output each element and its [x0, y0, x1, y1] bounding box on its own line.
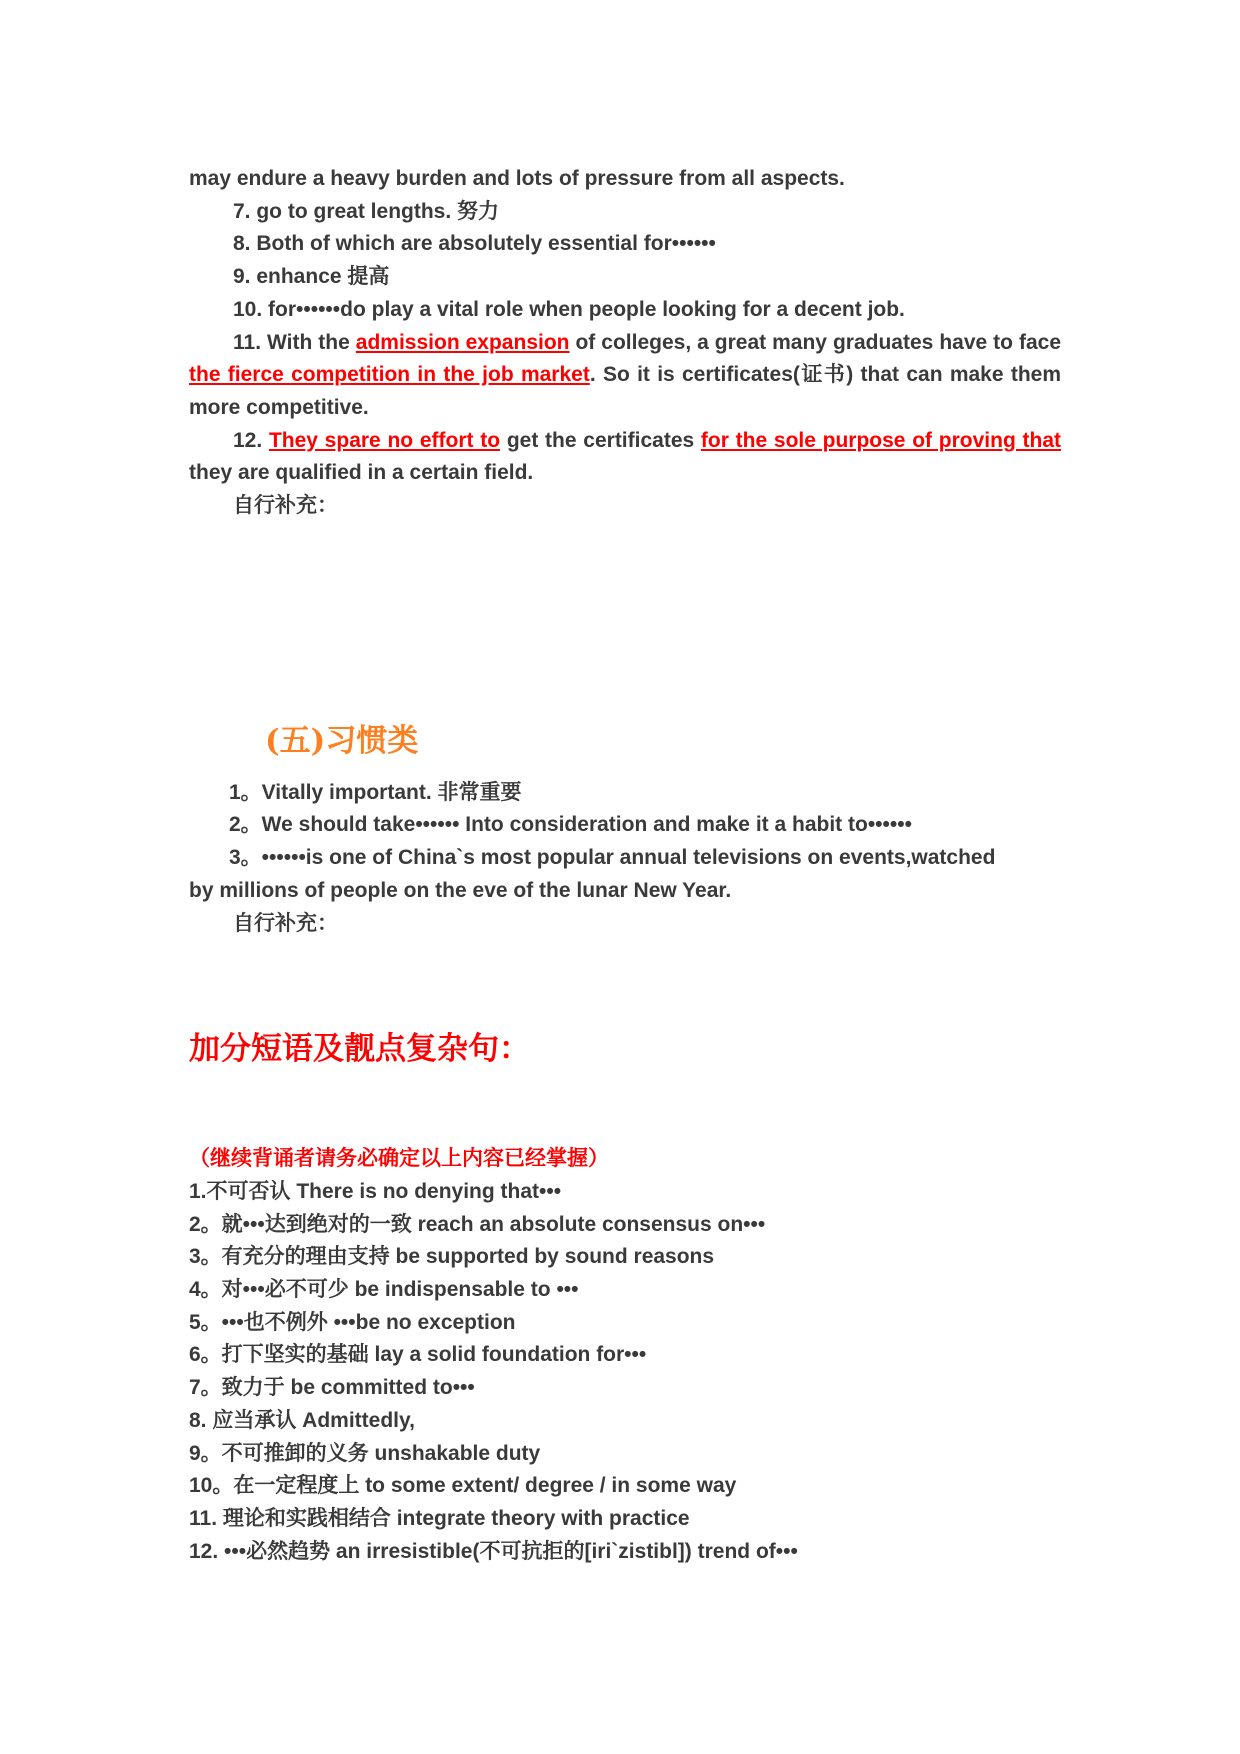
continued-line: may endure a heavy burden and lots of pressure from all aspects.	[189, 167, 845, 190]
item12-text-a: 12.	[233, 428, 269, 452]
supplement-label-1: 自行补充：	[233, 494, 338, 518]
bonus-item: 4。对•••必不可少 be indispensable to •••	[189, 1278, 579, 1302]
item12-highlight-spare: They spare no effort to	[268, 428, 501, 452]
bonus-note: （继续背诵者请务必确定以上内容已经掌握）	[189, 1147, 609, 1171]
list-item-11	[189, 327, 1061, 425]
bonus-item: 6。打下坚实的基础 lay a solid foundation for•••	[189, 1343, 647, 1367]
habit-item-1: 1。Vitally important. 非常重要	[229, 780, 522, 804]
item11-highlight-competition: the fierce competition in the job market	[189, 363, 590, 387]
item11-text-e: . So it is certificates(证书) that can make them more competitive.	[189, 363, 1061, 419]
supplement-label-2: 自行补充：	[233, 911, 338, 935]
document-body	[189, 163, 1061, 1568]
list-item-12	[189, 425, 1061, 490]
bonus-item: 11. 理论和实践相结合 integrate theory with practice	[189, 1506, 690, 1530]
bonus-item: 7。致力于 be committed to•••	[189, 1376, 475, 1400]
spacer	[189, 1073, 1061, 1143]
bonus-item: 5。•••也不例外 •••be no exception	[189, 1310, 516, 1334]
list-item-9: 9. enhance 提高	[233, 265, 390, 289]
spacer	[189, 763, 1061, 777]
list-item-7: 7. go to great lengths. 努力	[233, 199, 500, 223]
item11-text-c: of colleges, a great many graduates have to face	[569, 330, 1061, 354]
item12-highlight-purpose: for the sole purpose of proving that	[700, 428, 1062, 452]
bonus-item: 8. 应当承认 Admittedly,	[189, 1408, 415, 1432]
bonus-item: 1.不可否认 There is no denying that•••	[189, 1179, 562, 1203]
habit-item-3: 3。••••••is one of China`s most popular annual televisions on events,watched	[229, 846, 996, 870]
bonus-list	[189, 1176, 1061, 1568]
item11-highlight-admission: admission expansion	[355, 330, 570, 354]
item12-text-e: they are qualified in a certain field.	[189, 461, 534, 485]
bonus-item: 9。不可推卸的义务 unshakable duty	[189, 1441, 541, 1465]
item11-text-a: 11. With the	[233, 330, 356, 354]
item12-text-c: get the certificates	[500, 428, 701, 452]
list-item-8: 8. Both of which are absolutely essential for••••••	[233, 232, 716, 256]
bonus-item: 12. •••必然趋势 an irresistible(不可抗拒的[iri`zistibl]) trend of•••	[189, 1539, 798, 1563]
bonus-item: 3。有充分的理由支持 be supported by sound reasons	[189, 1245, 715, 1269]
bonus-item: 2。就•••达到绝对的一致 reach an absolute consensus on•••	[189, 1212, 766, 1236]
section-heading-habits: (五)习惯类	[265, 722, 419, 759]
bonus-item: 10。在一定程度上 to some extent/ degree / in some way	[189, 1474, 737, 1498]
spacer	[189, 940, 1061, 1025]
habit-item-3-cont: by millions of people on the eve of the lunar New Year.	[189, 878, 732, 902]
section-heading-bonus: 加分短语及靓点复杂句：	[189, 1031, 530, 1068]
habit-item-2: 2。We should take•••••• Into consideration and make it a habit to••••••	[229, 813, 912, 837]
spacer	[189, 523, 1061, 719]
list-item-10: 10. for••••••do play a vital role when people looking for a decent job.	[233, 297, 905, 321]
